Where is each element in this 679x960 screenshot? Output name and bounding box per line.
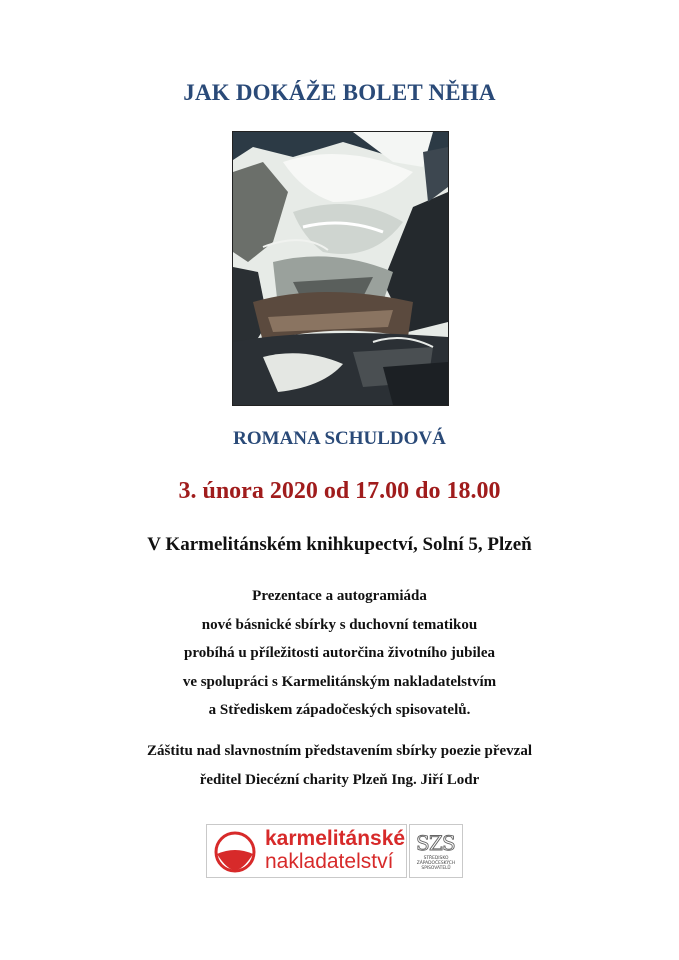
svg-text:S: S	[416, 831, 430, 855]
szs-monogram-icon	[414, 828, 458, 856]
karmelitanske-nakladatelstvi-logo	[206, 824, 407, 878]
logo-text-line: STŘEDISKO	[423, 856, 449, 861]
logo-line-2: nakladatelství	[265, 850, 394, 873]
logo-text-line: SPISOVATELŮ	[421, 866, 451, 871]
description-line: probíhá u příležitosti autorčina životního jubilea	[184, 645, 495, 661]
poster-title: JAK DOKÁŽE BOLET NĚHA	[183, 80, 496, 105]
event-date-time: 3. února 2020 od 17.00 do 18.00	[178, 478, 501, 504]
event-venue: V Karmelitánském knihkupectví, Solní 5, Plzeň	[147, 534, 532, 555]
patronage-line: ředitel Diecézní charity Plzeň Ing. Jiří Lodr	[199, 771, 480, 788]
logo-line-1: karmelitánské	[265, 827, 406, 850]
svg-text:S: S	[442, 831, 456, 855]
description-paragraph	[0, 582, 679, 725]
abstract-cover-art-icon	[233, 132, 448, 405]
svg-text:Z: Z	[429, 831, 443, 855]
stredisko-spisovatelu-logo	[409, 824, 463, 878]
patronage-line: Záštitu nad slavnostním představením sbírky poezie převzal	[146, 743, 533, 759]
description-line: ve spolupráci s Karmelitánským nakladatelstvím	[182, 673, 497, 690]
description-line: a Střediskem západočeských spisovatelů.	[208, 702, 471, 718]
description-line: nové básnické sbírky s duchovní tematikou	[201, 616, 478, 633]
logo-text-line: ZÁPADOČESKÝCH	[416, 861, 456, 866]
patronage-paragraph	[0, 737, 679, 794]
author-name: ROMANA SCHULDOVÁ	[233, 428, 446, 449]
book-cover-image	[232, 131, 449, 406]
description-line: Prezentace a autogramiáda	[252, 588, 427, 604]
karmelitanske-drop-icon	[213, 830, 257, 874]
